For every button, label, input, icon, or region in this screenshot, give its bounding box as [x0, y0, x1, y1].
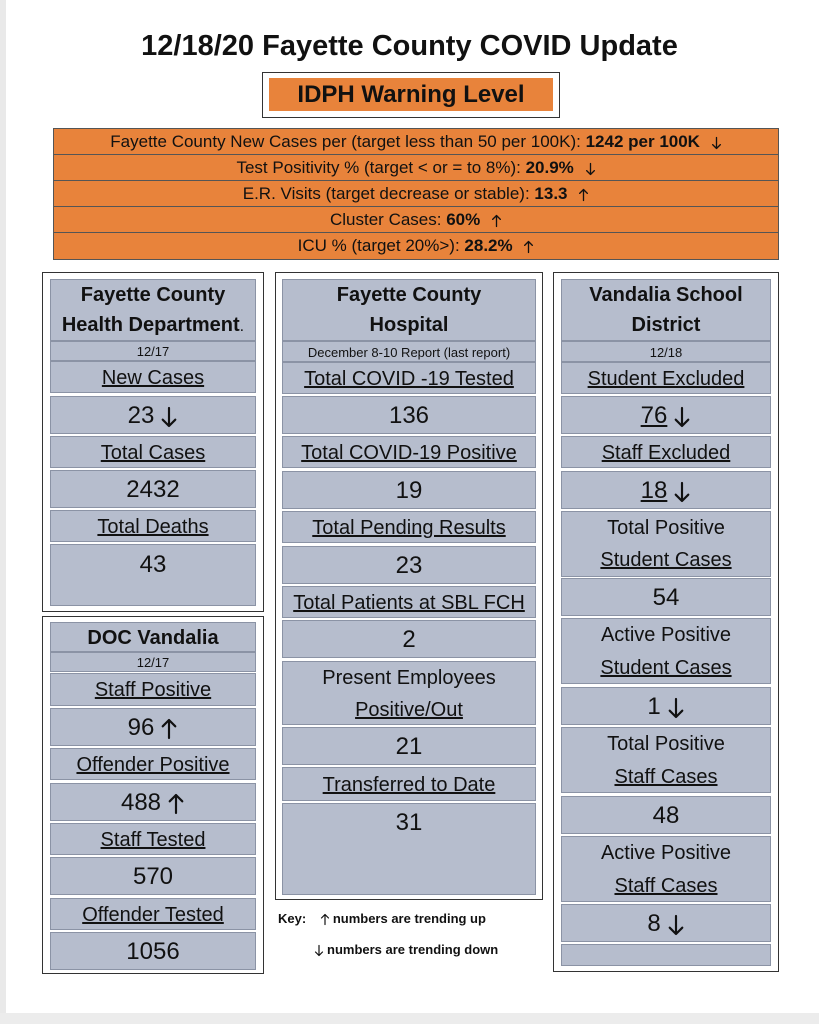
arrow-down-icon — [673, 406, 691, 428]
school-district-title: Vandalia School District — [561, 279, 771, 341]
arrow-down-icon — [667, 914, 685, 936]
hospital-title: Fayette County Hospital — [282, 279, 536, 341]
arrow-up-icon — [578, 188, 589, 202]
total-positive-staff-value: 48 — [561, 796, 771, 834]
school-district-date: 12/18 — [561, 341, 771, 362]
total-positive-student-value: 54 — [561, 578, 771, 616]
patients-label: Total Patients at SBL FCH — [282, 586, 536, 618]
transferred-label: Transferred to Date — [282, 767, 536, 801]
total-cases-value: 2432 — [50, 470, 256, 508]
warning-value: 20.9% — [525, 158, 574, 177]
idph-warning-box — [262, 72, 560, 118]
hospital-report-note: December 8-10 Report (last report) — [282, 341, 536, 362]
health-department-title: Fayette County Health Department. — [50, 279, 256, 341]
patients-value: 2 — [282, 620, 536, 658]
warning-row-icu: ICU % (target 20%>): 28.2% — [54, 233, 778, 259]
total-deaths-value: 43 — [50, 544, 256, 606]
key-down-row: numbers are trending down — [314, 942, 498, 957]
total-deaths-label: Total Deaths — [50, 510, 256, 542]
arrow-down-icon — [160, 406, 178, 428]
warning-row-new-cases: Fayette County New Cases per (target less than 50 per 100K): 1242 per 100K — [54, 129, 778, 155]
arrow-up-icon — [160, 718, 178, 740]
pending-results-value: 23 — [282, 546, 536, 584]
employees-label: Present Employees Positive/Out — [282, 661, 536, 725]
total-positive-staff-label: Total Positive Staff Cases — [561, 727, 771, 793]
new-cases-value: 23 — [50, 396, 256, 434]
warning-value: 28.2% — [464, 236, 513, 255]
warning-value: 1242 per 100K — [585, 132, 700, 151]
arrow-down-icon — [711, 136, 722, 150]
arrow-down-icon — [585, 162, 596, 176]
page-title: 12/18/20 Fayette County COVID Update — [141, 30, 678, 62]
active-positive-staff-value: 8 — [561, 904, 771, 942]
staff-positive-label: Staff Positive — [50, 673, 256, 706]
arrow-up-icon — [320, 913, 330, 926]
active-positive-student-label: Active Positive Student Cases — [561, 618, 771, 684]
school-empty-cell — [561, 944, 771, 966]
total-cases-label: Total Cases — [50, 436, 256, 468]
arrow-down-icon — [673, 481, 691, 503]
doc-vandalia-title: DOC Vandalia — [50, 622, 256, 652]
staff-tested-label: Staff Tested — [50, 823, 256, 855]
warning-metrics-table — [53, 128, 779, 260]
arrow-up-icon — [491, 214, 502, 228]
warning-value: 60% — [446, 210, 481, 229]
warning-value: 13.3 — [534, 184, 568, 203]
pending-results-label: Total Pending Results — [282, 511, 536, 543]
active-positive-staff-label: Active Positive Staff Cases — [561, 836, 771, 902]
active-positive-student-value: 1 — [561, 687, 771, 725]
staff-tested-value: 570 — [50, 857, 256, 895]
arrow-down-icon — [667, 697, 685, 719]
total-positive-label: Total COVID-19 Positive — [282, 436, 536, 468]
warning-row-er-visits: E.R. Visits (target decrease or stable): 13.3 — [54, 181, 778, 207]
warning-row-cluster-cases: Cluster Cases: 60% — [54, 207, 778, 233]
arrow-up-icon — [523, 240, 534, 254]
doc-vandalia-date: 12/17 — [50, 652, 256, 672]
new-cases-label: New Cases — [50, 361, 256, 393]
warning-row-test-positivity: Test Positivity % (target < or = to 8%): 20.9% — [54, 155, 778, 181]
staff-positive-value: 96 — [50, 708, 256, 746]
transferred-value: 31 — [282, 803, 536, 895]
idph-warning-label: IDPH Warning Level — [269, 78, 553, 111]
page-left-edge — [0, 0, 6, 1024]
page-bottom-edge — [0, 1013, 819, 1024]
offender-tested-label: Offender Tested — [50, 898, 256, 930]
key-up-row: Key: numbers are trending up — [278, 911, 486, 926]
offender-positive-value: 488 — [50, 783, 256, 821]
offender-positive-label: Offender Positive — [50, 748, 256, 780]
total-tested-label: Total COVID -19 Tested — [282, 362, 536, 394]
staff-excluded-label: Staff Excluded — [561, 436, 771, 468]
health-department-date: 12/17 — [50, 341, 256, 361]
offender-tested-value: 1056 — [50, 932, 256, 970]
total-positive-student-label: Total Positive Student Cases — [561, 511, 771, 577]
total-positive-value: 19 — [282, 471, 536, 509]
total-tested-value: 136 — [282, 396, 536, 434]
staff-excluded-value: 18 — [561, 471, 771, 509]
arrow-up-icon — [167, 793, 185, 815]
arrow-down-icon — [314, 944, 324, 957]
employees-value: 21 — [282, 727, 536, 765]
student-excluded-value: 76 — [561, 396, 771, 434]
student-excluded-label: Student Excluded — [561, 362, 771, 394]
